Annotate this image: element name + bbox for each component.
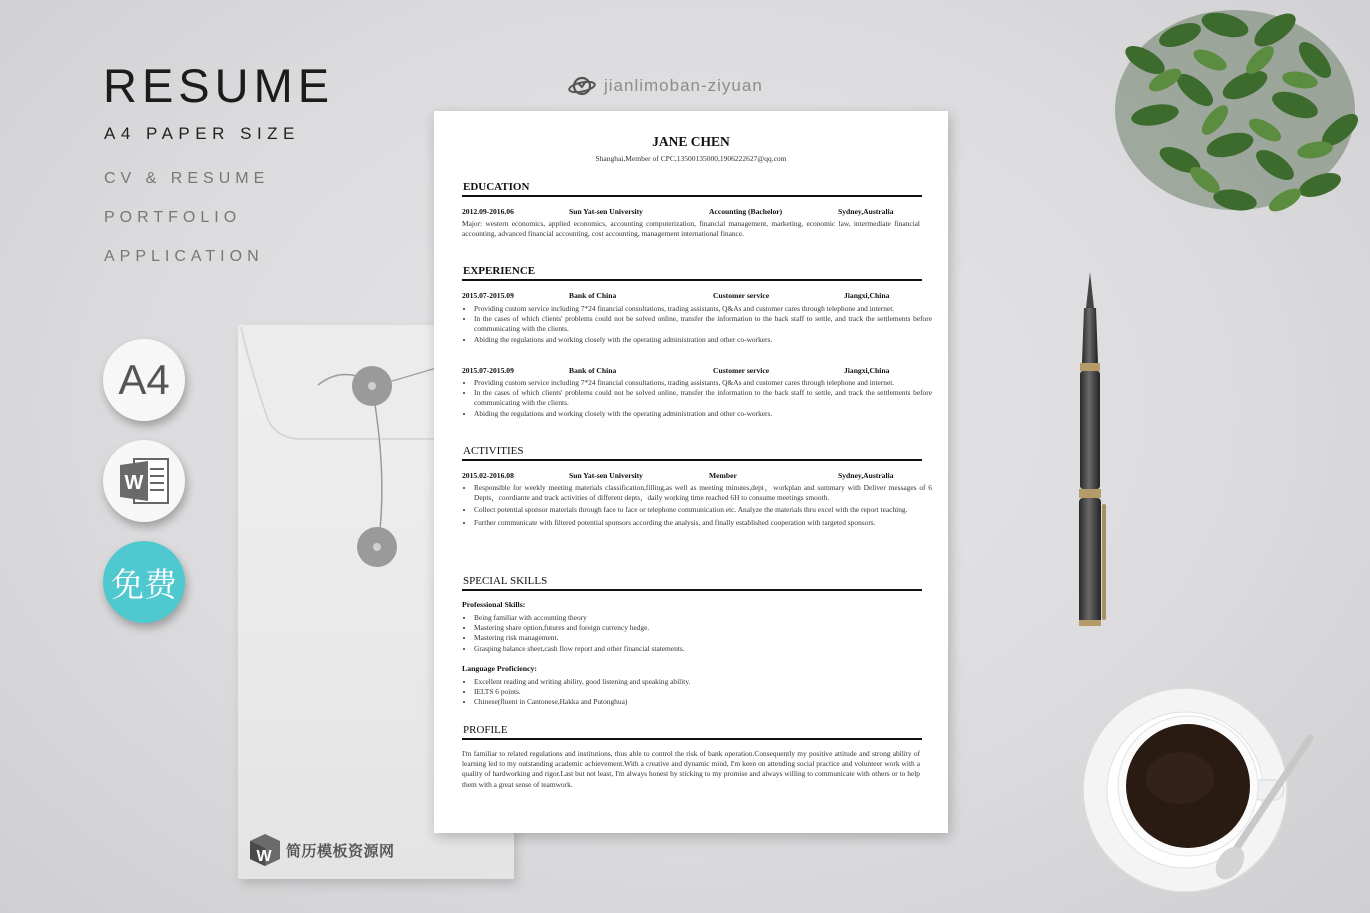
- free-badge: [103, 541, 185, 623]
- free-badge-label: 免费: [111, 565, 177, 603]
- list-item: • Being familiar with accounting theory: [474, 613, 932, 623]
- language-proficiency-title: Language Proficiency:: [462, 664, 537, 673]
- job-role: Customer service: [713, 291, 770, 300]
- envelope-brand-text: 简历模板资源网: [286, 842, 395, 860]
- promo-title: RESUME: [103, 59, 335, 112]
- job-role: Customer service: [713, 366, 770, 375]
- job-company: Bank of China: [569, 366, 617, 375]
- list-item: • Abiding the regulations and working closely with the operating administration and other co-workers.: [474, 335, 932, 345]
- professional-skills-list: [462, 613, 932, 654]
- a4-badge: [103, 339, 185, 421]
- list-item: • Abiding the regulations and working closely with the operating administration and other co-workers.: [474, 409, 932, 419]
- experience-heading: [462, 265, 922, 281]
- promo-tag-cv: CV & RESUME: [104, 170, 270, 187]
- envelope-brand: [248, 832, 395, 868]
- experience-bullets-1: [462, 304, 932, 345]
- education-text: Major: western economics, applied economics, accounting computerization, financial management, marketing, economic law, intermediate financial accounting, advanced financial accounting, cost accounting, management international finance.: [462, 219, 920, 239]
- job-location: Jiangxi,China: [844, 366, 890, 375]
- activity-location: Sydney,Australia: [838, 471, 894, 480]
- job-location: Jiangxi,China: [844, 291, 890, 300]
- promo-tag-application: APPLICATION: [104, 248, 264, 265]
- list-item: • In the cases of which clients' problems could not be solved online, transfer the information to the back staff to settle, and track the settlements before communicating with the clients.: [474, 314, 932, 334]
- job-company: Bank of China: [569, 291, 617, 300]
- word-badge: [103, 440, 185, 522]
- activity-role: Member: [709, 471, 737, 480]
- activities-heading: [462, 445, 922, 461]
- job-date: 2015.07-2015.09: [462, 366, 514, 375]
- section-divider: [462, 589, 922, 591]
- job-date: 2015.07-2015.09: [462, 291, 514, 300]
- education-heading: [462, 181, 922, 197]
- resume-name: JANE CHEN: [652, 134, 730, 149]
- coffee-cup-icon: [1080, 678, 1330, 908]
- brand-cube-icon: [248, 832, 282, 868]
- resume-paper: [434, 111, 948, 833]
- promo-tag-portfolio: PORTFOLIO: [104, 209, 242, 226]
- list-item: • Providing custom service including 7*24 financial consultations, trading assistants, Q&As and customer cares through telephone and internet.: [474, 304, 932, 314]
- activities-row: [462, 471, 922, 481]
- watermark: [568, 74, 763, 98]
- word-icon: [116, 455, 172, 507]
- experience-title: EXPERIENCE: [463, 265, 536, 277]
- list-item: • Responsible for weekly meeting materials classification,filling,as well as meeting minutes,dept，workplan and summary with Deliver messages of 6 Depts，coordiante and track activities of different depts，daily working time reached 6H to consume meetings smooth.: [474, 483, 932, 503]
- activities-title: ACTIVITIES: [463, 445, 524, 457]
- list-item: • In the cases of which clients' problems could not be solved online, transfer the information to the back staff to settle, and track the settlements before communicating with the clients.: [474, 388, 932, 408]
- fountain-pen-icon: [1074, 268, 1114, 638]
- professional-skills-title: Professional Skills:: [462, 600, 526, 609]
- experience-bullets-2: [462, 378, 932, 419]
- profile-title: PROFILE: [463, 724, 508, 736]
- profile-text: I'm familiar to related regulations and institutions, thus able to control the risk of bank operation.Consequently my positive attitude and strong ability of learning led to my outstanding academic achievement.With a creative and dynamic mind, I'm keen on attending social practice and volunteer work with a quality of hardworking and rigor.Last but not least, I'm always honest by sticking to my promise and always willing to communicate with others or to help them with a great sense of teamwork.: [462, 749, 920, 789]
- skills-title: SPECIAL SKILLS: [463, 575, 548, 587]
- section-divider: [462, 279, 922, 281]
- education-date: 2012.09-2016.06: [462, 207, 514, 216]
- section-divider: [462, 195, 922, 197]
- watermark-text: jianlimoban-ziyuan: [604, 76, 763, 95]
- list-item: • Further communicate with filtered potential sponsors according the analysis, and finally established cooperation with targeted sponsors.: [474, 518, 932, 528]
- skills-heading: [462, 575, 922, 591]
- list-item: • IELTS 6 points.: [474, 687, 932, 697]
- list-item: • Mastering share option,futures and foreign currency hedge.: [474, 623, 932, 633]
- education-row: [462, 207, 922, 217]
- experience-row-2: [462, 366, 922, 376]
- list-item: • Excellent reading and writing ability, good listening and speaking ability.: [474, 677, 932, 687]
- experience-row-1: [462, 291, 922, 301]
- activity-org: Sun Yat-sen University: [569, 471, 643, 480]
- svg-text:W: W: [124, 472, 144, 494]
- plant-icon: [1085, 0, 1370, 245]
- language-proficiency-list: [462, 677, 932, 708]
- section-divider: [462, 459, 922, 461]
- education-school: Sun Yat-sen University: [569, 207, 643, 216]
- list-item: • Collect potential sponsor materials through face to face or telephone communication etc. Analyze the materials thru excel with the report teaching.: [474, 505, 932, 515]
- promo-subtitle: A4 PAPER SIZE: [104, 124, 300, 143]
- section-divider: [462, 738, 922, 740]
- profile-heading: [462, 724, 922, 740]
- education-title: EDUCATION: [463, 181, 530, 193]
- education-location: Sydney,Australia: [838, 207, 894, 216]
- svg-text:W: W: [256, 848, 272, 865]
- list-item: • Mastering risk management.: [474, 633, 932, 643]
- education-degree: Accounting (Bachelor): [709, 207, 783, 216]
- resume-contact: Shanghai,Member of CPC,13500135000,1906222627@qq.com: [595, 154, 787, 163]
- planet-logo-icon: [568, 74, 596, 98]
- list-item: • Chinese(fluent in Cantonese,Hakka and Putonghua): [474, 697, 932, 707]
- list-item: • Grasping balance sheet,cash flow report and other financial statements.: [474, 644, 932, 654]
- list-item: • Providing custom service including 7*24 financial consultations, trading assistants, Q&As and customer cares through telephone and internet.: [474, 378, 932, 388]
- a4-badge-label: A4: [118, 356, 170, 403]
- activity-date: 2015.02-2016.08: [462, 471, 514, 480]
- activities-bullets: [462, 483, 932, 528]
